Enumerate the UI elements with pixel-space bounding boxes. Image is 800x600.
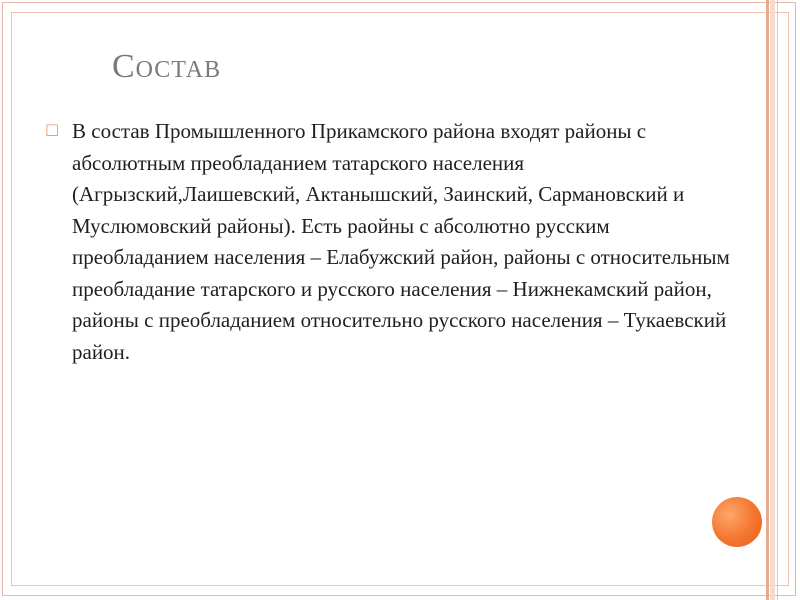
slide-body-text: В состав Промышленного Прикамского района входят районы с абсолютным преобладанием татарского населения (Агрызский,Лаишевский, Актанышский, Заинский, Сармановский и Муслюмовский районы). Есть раойны с абсолютно русским преобладанием населения – Елабужский район, районы с относительным преобладание татарского и русского населения – Нижнекамский район, районы с преобладанием относительно русского населения – Тукаевский район. bbox=[72, 119, 730, 364]
decorative-band-dark bbox=[766, 0, 769, 600]
accent-circle-icon bbox=[712, 497, 762, 547]
decorative-band-light bbox=[770, 0, 775, 600]
bullet-icon: □ bbox=[45, 120, 60, 138]
slide-title: Состав bbox=[112, 48, 222, 85]
decorative-band-thin bbox=[777, 0, 778, 600]
